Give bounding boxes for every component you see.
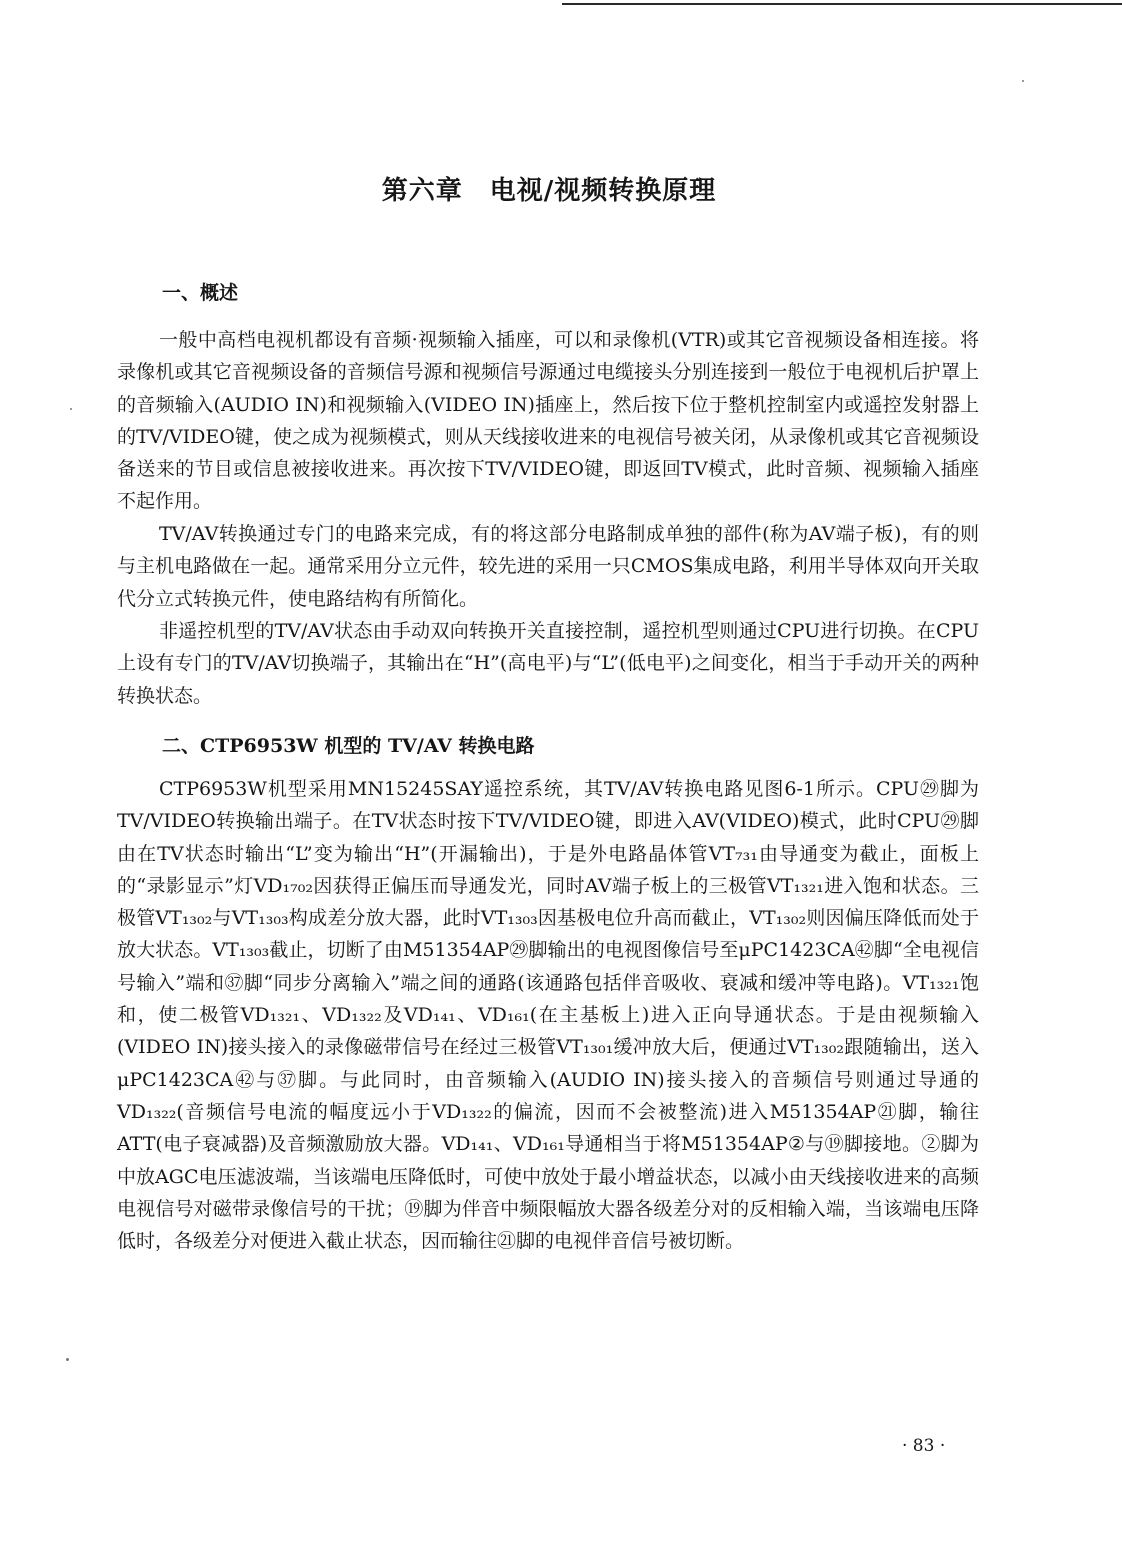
scan-speck — [66, 1358, 69, 1361]
scan-speck — [1022, 80, 1024, 82]
page-number: · 83 · — [902, 1436, 946, 1456]
paragraph-overview-3: 非遥控机型的TV/AV状态由手动双向转换开关直接控制，遥控机型则通过CPU进行切换。在CPU上设有专门的TV/AV切换端子，其输出在“H”(高电平)与“L”(低电平)之间变化，相当于手动开关的两种转换状态。 — [117, 620, 979, 707]
chapter-title: 第六章 电视/视频转换原理 — [381, 176, 717, 206]
paragraph-ctp6953w-circuit: CTP6953W机型采用MN15245SAY遥控系统，其TV/AV转换电路见图6-1所示。CPU㉙脚为TV/VIDEO转换输出端子。在TV状态时按下TV/VIDEO键，即进入AV(VIDEO)模式，此时CPU㉙脚由在TV状态时输出“L”变为输出“H”(开漏输出)，于是外电路晶体管VT₇₃₁由导通变为截止，面板上的“录影显示”灯VD₁₇₀₂因获得正偏压而导通发光，同时AV端子板上的三极管VT₁₃₂₁进入饱和状态。三极管VT₁₃₀₂与VT₁₃₀₃构成差分放大器，此时VT₁₃₀₃因基极电位升高而截止，VT₁₃₀₂则因偏压降低而处于放大状态。VT₁₃₀₃截止，切断了由M51354AP㉙脚输出的电视图像信号至μPC1423CA㊷脚“全电视信号输入”端和㊲脚“同步分离输入”端之间的通路(该通路包括伴音吸收、衰减和缓冲等电路)。VT₁₃₂₁饱和，使二极管VD₁₃₂₁、VD₁₃₂₂及VD₁₄₁、VD₁₆₁(在主基板上)进入正向导通状态。于是由视频输入(VIDEO IN)接头接入的录像磁带信号在经过三极管VT₁₃₀₁缓冲放大后，便通过VT₁₃₀₂跟随输出，送入μPC1423CA㊷与㊲脚。与此同时，由音频输入(AUDIO IN)接头接入的音频信号则通过导通的VD₁₃₂₂(音频信号电流的幅度远小于VD₁₃₂₂的偏流，因而不会被整流)进入M51354AP㉑脚，输往ATT(电子衰减器)及音频激励放大器。VD₁₄₁、VD₁₆₁导通相当于将M51354AP②与⑲脚接地。②脚为中放AGC电压滤波端，当该端电压降低时，可使中放处于最小增益状态，以减小由天线接收进来的高频电视信号对磁带录像信号的干扰；⑲脚为伴音中频限幅放大器各级差分对的反相输入端，当该端电压降低时，各级差分对便进入截止状态，因而输往㉑脚的电视伴音信号被切断。 — [117, 778, 979, 1253]
section-heading-overview: 一、概述 — [162, 282, 239, 304]
scan-speck — [70, 408, 72, 410]
header-rule — [562, 3, 1122, 5]
paragraph-overview-1: 一般中高档电视机都设有音频·视频输入插座，可以和录像机(VTR)或其它音视频设备相连接。将录像机或其它音视频设备的音频信号源和视频信号源通过电缆接头分别连接到一般位于电视机后护罩上的音频输入(AUDIO IN)和视频输入(VIDEO IN)插座上，然后按下位于整机控制室内或遥控发射器上的TV/VIDEO键，使之成为视频模式，则从天线接收进来的电视信号被关闭，从录像机或其它音视频设备送来的节目或信息被接收进来。再次按下TV/VIDEO键，即返回TV模式，此时音频、视频输入插座不起作用。 — [117, 329, 979, 513]
paragraph-overview-2: TV/AV转换通过专门的电路来完成，有的将这部分电路制成单独的部件(称为AV端子板)，有的则与主机电路做在一起。通常采用分立元件，较先进的采用一只CMOS集成电路，利用半导体双向开关取代分立式转换元件，使电路结构有所简化。 — [117, 523, 979, 610]
section-heading-ctp6953w: 二、CTP6953W 机型的 TV/AV 转换电路 — [162, 735, 535, 757]
